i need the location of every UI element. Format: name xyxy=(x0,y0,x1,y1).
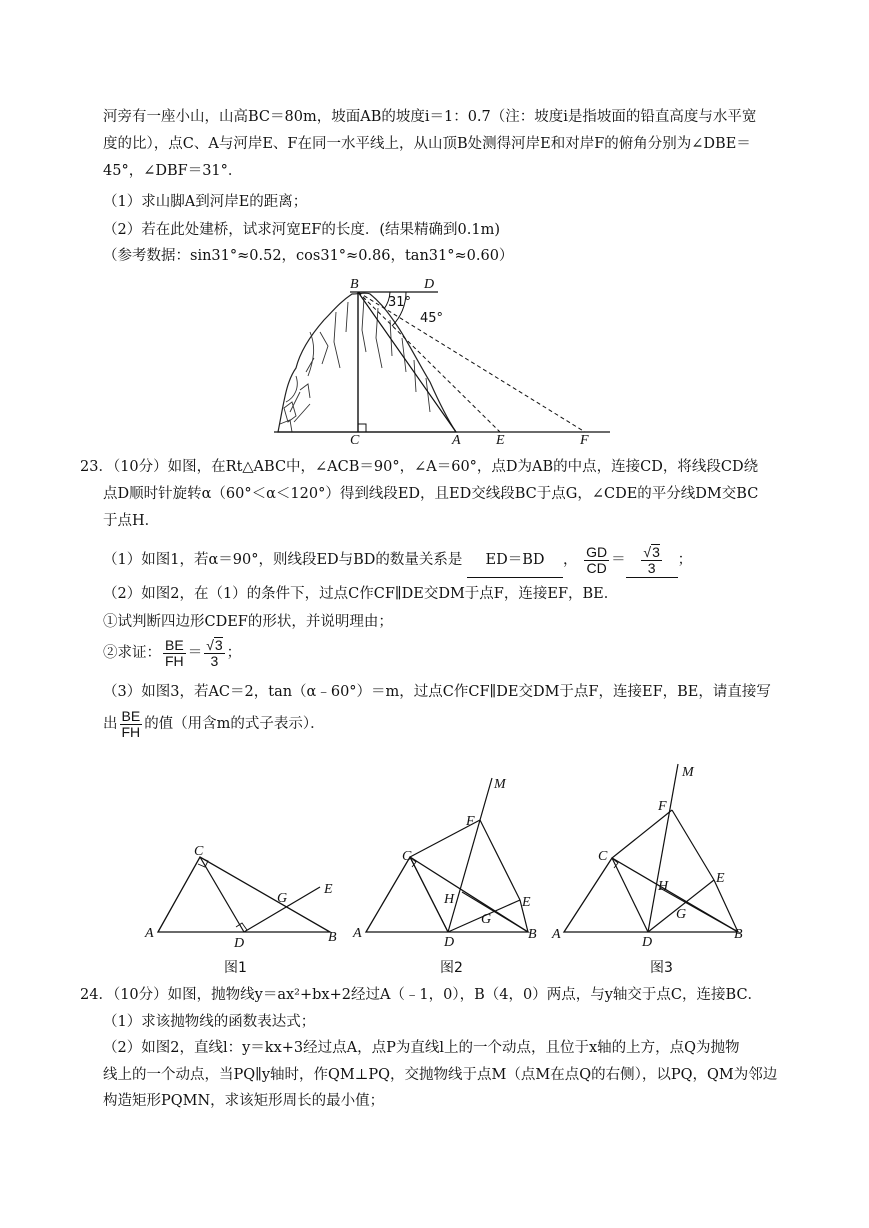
frac-num-be: BE xyxy=(165,636,184,653)
semicolon-2: ； xyxy=(226,645,242,661)
q23-line1: 23．（10分）如图，在Rt△ABC中，∠ACB＝90°，∠A＝60°，点D为AB的中点，连接CD，将线段CD绕 xyxy=(80,459,759,475)
q23-part3b-post: 的值（用含m的式子表示）． xyxy=(144,716,325,732)
q24-line1: 24．（10分）如图，抛物线y＝ax²+bx+2经过A（﹣1，0），B（4，0）两点，与y轴交于点C，连接BC． xyxy=(80,987,763,1003)
fig2-F: F xyxy=(466,814,475,829)
answer-ed-bd: ED＝BD xyxy=(467,543,563,578)
q23-part2-i: ①试判断四边形CDEF的形状，并说明理由； xyxy=(103,614,393,630)
label-B: B xyxy=(350,277,359,292)
fraction-be-fh xyxy=(163,638,186,669)
q22-line2: 度的比），点C、A与河岸E、F在同一水平线上，从山顶B处测得河岸E和对岸F的俯角分别为∠DBE＝ xyxy=(103,136,751,152)
q24-part2b: 线上的一个动点，当PQ∥y轴时，作QM⊥PQ，交抛物线于点M（点M在点Q的右侧），以PQ，QM为邻边 xyxy=(103,1067,778,1083)
figure-2 xyxy=(350,770,550,980)
fig1-D: D xyxy=(234,936,245,951)
semicolon: ； xyxy=(677,552,693,568)
fig1-B: B xyxy=(328,930,337,945)
fig2-H: H xyxy=(444,892,455,907)
fraction-sqrt3-3-b xyxy=(204,637,224,669)
fig3-D: D xyxy=(642,935,653,950)
frac-den-cd: CD xyxy=(586,559,607,576)
frac-den-fh: FH xyxy=(165,652,184,669)
fig1-G: G xyxy=(277,891,288,906)
label-A: A xyxy=(452,433,461,447)
fig3-G: G xyxy=(676,907,687,922)
q23-part1-text: （1）如图1，若α＝90°，则线段ED与BD的数量关系是 xyxy=(103,552,463,568)
mountain-figure xyxy=(270,272,610,447)
fig1-caption: 图1 xyxy=(224,960,247,976)
q23-part3: （3）如图3，若AC＝2，tan（α﹣60°）＝m，过点C作CF∥DE交DM于点F，连接EF，BE，请直接写 xyxy=(103,684,771,700)
fig2-G: G xyxy=(481,912,492,927)
label-F: F xyxy=(580,433,589,447)
frac-den-fh-2: FH xyxy=(121,723,141,740)
figure-3 xyxy=(548,760,768,980)
q23-part3b xyxy=(103,706,325,742)
fraction-be-fh-2 xyxy=(120,709,143,740)
fig3-caption: 图3 xyxy=(650,960,673,976)
fig3-M: M xyxy=(682,765,694,780)
answer-sqrt3-over-3 xyxy=(626,543,678,578)
fig1-C: C xyxy=(194,844,204,859)
fig2-E: E xyxy=(522,895,531,910)
frac-num-sqrt3: √ 3 xyxy=(643,544,660,560)
q23-part2: （2）如图2，在（1）的条件下，过点C作CF∥DE交DM于点F，连接EF，BE． xyxy=(103,586,619,602)
fig2-D: D xyxy=(444,935,455,950)
fraction-gd-cd xyxy=(584,545,609,576)
fig3-F: F xyxy=(658,799,667,814)
fraction-sqrt3-3 xyxy=(641,544,661,576)
fig3-B: B xyxy=(734,927,743,942)
q23-part2-ii xyxy=(103,635,241,671)
frac-num-gd: GD xyxy=(586,543,608,560)
fig1-E: E xyxy=(324,882,333,897)
label-E: E xyxy=(496,433,505,447)
q23-part1 xyxy=(103,543,692,578)
fig3-C: C xyxy=(598,849,608,864)
q24-part2a: （2）如图2，直线l：y＝kx+3经过点A，点P为直线l上的一个动点，且位于x轴的上方，点Q为抛物 xyxy=(103,1040,740,1056)
label-D: D xyxy=(424,277,435,292)
equals-sign-2: ＝ xyxy=(187,645,203,661)
fig2-A: A xyxy=(353,926,362,941)
fig3-H: H xyxy=(658,879,669,894)
angle-45: 45° xyxy=(420,311,444,326)
equals-sign: ＝ xyxy=(611,552,626,568)
fig2-caption: 图2 xyxy=(440,960,463,976)
q24-part1: （1）求该抛物线的函数表达式； xyxy=(103,1014,316,1030)
frac-den-3-b: 3 xyxy=(210,653,219,669)
fig3-E: E xyxy=(716,871,725,886)
fig1-A: A xyxy=(145,926,154,941)
comma: ， xyxy=(563,552,578,568)
q23-part2-ii-text: ②求证： xyxy=(103,645,161,661)
angle-31: 31° xyxy=(388,295,412,310)
q22-line1: 河旁有一座小山，山高BC＝80m，坡面AB的坡度i＝1：0.7（注：坡度i是指坡面的铅直高度与水平宽 xyxy=(103,109,757,125)
figure-1 xyxy=(140,835,350,980)
label-C: C xyxy=(350,433,360,447)
q23-line3: 于点H． xyxy=(103,513,160,529)
q23-part3b-pre: 出 xyxy=(103,716,118,732)
q23-line2: 点D顺时针旋转α（60°＜α＜120°）得到线段ED，且ED交线段BC于点G，∠CDE的平分线DM交BC xyxy=(103,486,759,502)
frac-num-be-2: BE xyxy=(121,707,141,724)
frac-num-sqrt3-b: √ 3 xyxy=(206,637,223,653)
q24-part2c: 构造矩形PQMN，求该矩形周长的最小值； xyxy=(103,1093,385,1109)
fig3-A: A xyxy=(552,927,561,942)
q22-part1: （1）求山脚A到河岸E的距离； xyxy=(103,194,308,210)
fig2-C: C xyxy=(402,849,412,864)
fig2-B: B xyxy=(528,927,537,942)
frac-den-3: 3 xyxy=(647,560,656,576)
q22-reference-data: （参考数据：sin31°≈0.52，cos31°≈0.86，tan31°≈0.60） xyxy=(103,248,514,264)
fig2-M: M xyxy=(494,777,506,792)
q22-part2: （2）若在此处建桥，试求河宽EF的长度．(结果精确到0.1m) xyxy=(103,222,500,238)
q22-line3: 45°，∠DBF＝31°． xyxy=(103,163,243,179)
